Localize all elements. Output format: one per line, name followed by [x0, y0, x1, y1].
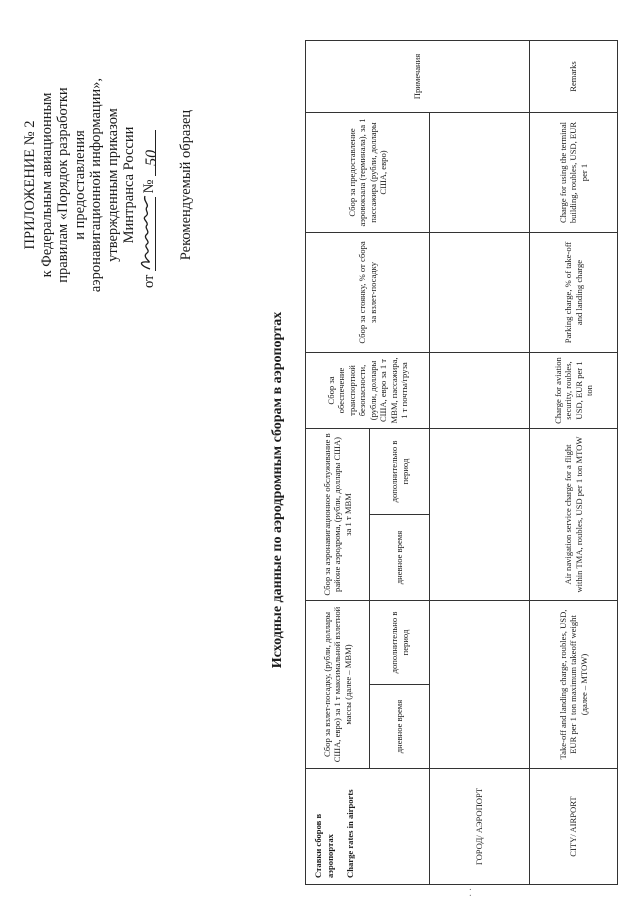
header-parking-en: Parking charge, % of take-off and landing charge	[530, 233, 618, 353]
header-security-ru: Сбор за обеспечение транспортной безопасности, (рубли, доллары США, евро за 1 т МВМ, пассажира, 1 т почты/груза	[306, 353, 430, 429]
handwritten-number	[141, 130, 160, 176]
number-label: №	[140, 179, 157, 194]
header-nav-extra: дополнительно в период	[370, 429, 430, 515]
sample-label: Рекомендуемый образец	[177, 109, 194, 261]
header-nav-en: Air navigation service charge for a flight within TMA, roubles, USD per 1 ton MTOW	[530, 429, 618, 601]
header-takeoff-ru: Сбор за взлет-посадку, (рубли, доллары США, евро) за 1 т максимальной взлетной массы (далее – МВМ)	[306, 601, 370, 769]
header-security-en: Charge for aviation security, roubles, USD, EUR per 1 ton	[530, 353, 618, 429]
margin-mark: · ·	[466, 887, 477, 897]
header-city-en: CITY/ AIRPORT	[530, 769, 618, 885]
header-terminal-ru: Сбор за предоставление аэровокзала (терминала), за 1 пассажира (рубли, доллары США, евро)	[306, 113, 430, 233]
blank-nav	[430, 429, 530, 601]
handwritten-date-icon	[135, 193, 157, 271]
order-number: 50	[142, 149, 160, 166]
header-nav-day: дневное время	[370, 515, 430, 601]
date-from-label: от	[140, 274, 157, 288]
header-takeoff-en: Take-off and landing charge, roubles, USD, EUR per 1 ton maximum takeoff weight (далее – MTOW)	[530, 601, 618, 769]
header-parking-ru: Сбор за стоянку, % от сбора за взлет-посадку	[306, 233, 430, 353]
document-title: Исходные данные по аэродромным сборам в аэропортах	[270, 311, 285, 669]
appendix-line: правилам «Порядок разработки	[55, 87, 71, 283]
header-nav-ru: Сбор за аэронавигационное обслуживание в районе аэродрома, (рубли, доллары США) за 1 т МВМ	[306, 429, 370, 601]
charges-table	[305, 40, 618, 885]
header-takeoff-day: дневное время	[370, 685, 430, 769]
order-date-line	[138, 60, 160, 310]
blank-parking	[430, 233, 530, 353]
blank-security	[430, 353, 530, 429]
caption-en: Charge rates in airports	[345, 789, 355, 878]
appendix-number: ПРИЛОЖЕНИЕ № 2	[22, 120, 38, 250]
appendix-line: аэронавигационной информации»,	[88, 77, 104, 293]
appendix-header	[22, 60, 194, 310]
header-remarks-ru: Примечания	[306, 41, 530, 113]
appendix-line: к Федеральным авиационным	[38, 92, 55, 278]
blank-takeoff	[430, 601, 530, 769]
handwritten-date	[141, 197, 156, 271]
blank-terminal	[430, 113, 530, 233]
appendix-line: и предоставления	[71, 130, 88, 240]
header-remarks-en: Remarks	[530, 41, 618, 113]
appendix-line: Минтранса России	[121, 126, 137, 244]
header-city-ru: ГОРОД/ АЭРОПОРТ	[430, 769, 530, 885]
header-takeoff-extra: дополнительно в период	[370, 601, 430, 685]
table-caption	[306, 769, 430, 885]
header-terminal-en: Charge for using the terminal building, roubles, USD, EUR per 1	[530, 113, 618, 233]
caption-ru: Ставки сборов в аэропортах	[313, 813, 335, 878]
appendix-line: утвержденным приказом	[104, 108, 121, 262]
